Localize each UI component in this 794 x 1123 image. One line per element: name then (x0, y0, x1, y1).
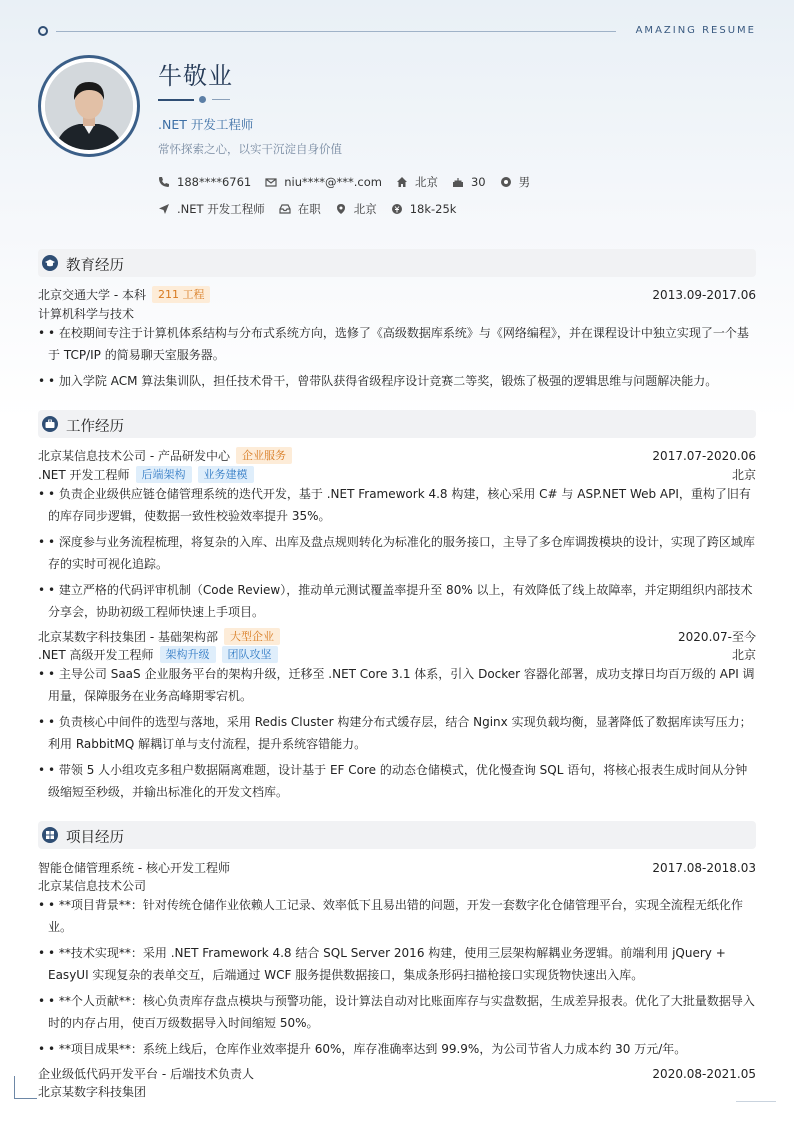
project-name: 智能仓储管理系统 - 核心开发工程师 (38, 861, 230, 875)
name-decoration (158, 96, 238, 104)
skill-tag: 团队攻坚 (222, 646, 278, 663)
intent-role-text: .NET 开发工程师 (177, 202, 265, 216)
footer-line (736, 1101, 776, 1102)
divider (56, 31, 616, 32)
grid-icon (42, 827, 58, 843)
avatar-photo (45, 62, 133, 150)
work-date: 2017.07-2020.06 (652, 448, 756, 463)
project-section-header (38, 821, 756, 849)
home-icon (396, 176, 408, 188)
salary-item (391, 202, 457, 216)
briefcase-icon (42, 416, 58, 432)
brand-label: AMAZING RESUME (635, 25, 756, 36)
skill-tag: 架构升级 (160, 646, 216, 663)
email-item (265, 175, 382, 189)
motto: 常怀探索之心，以实干沉淀自身价值 (158, 142, 342, 156)
salary-icon (391, 203, 403, 215)
send-icon (158, 203, 170, 215)
salary-text: 18k-25k (409, 202, 457, 216)
project-company-row (38, 877, 756, 894)
project-date: 2017.08-2018.03 (652, 860, 756, 875)
job-intent-row (158, 201, 470, 217)
project-company-row (38, 1083, 756, 1100)
company-tag: 大型企业 (224, 628, 280, 645)
intent-role-item (158, 201, 265, 217)
location-icon (335, 203, 347, 215)
gender-icon (500, 176, 512, 188)
gender-item (500, 174, 531, 190)
project-company: 北京某信息技术公司 (38, 879, 147, 893)
top-bar (38, 26, 756, 38)
section-title: 项目经历 (66, 830, 124, 846)
contact-row (158, 174, 544, 190)
gender-text: 男 (518, 175, 531, 189)
company-tag: 企业服务 (236, 447, 292, 464)
education-school-row (38, 286, 756, 303)
mail-icon (265, 176, 277, 188)
phone-item (158, 175, 251, 189)
work-date: 2020.07-至今 (678, 630, 756, 644)
work-section-header (38, 410, 756, 438)
corner-decoration (14, 1076, 37, 1099)
cake-icon (452, 176, 464, 188)
project-company: 北京某数字科技集团 (38, 1085, 147, 1099)
project-date: 2020.08-2021.05 (652, 1066, 756, 1081)
graduation-cap-icon (42, 255, 58, 271)
intent-city-text: 北京 (353, 202, 377, 216)
email-text: niu****@***.com (284, 175, 382, 189)
education-date: 2013.09-2017.06 (652, 287, 756, 302)
education-section-header (38, 249, 756, 277)
work-title-row (38, 646, 756, 663)
status-text: 在职 (297, 202, 321, 216)
skill-tag: 后端架构 (136, 466, 192, 483)
status-item (279, 201, 321, 217)
person-name: 牛敬业 (158, 62, 233, 90)
work-company-row (38, 447, 756, 464)
work-city: 北京 (731, 468, 756, 482)
inbox-icon (279, 203, 291, 215)
school-tag: 211 工程 (152, 286, 211, 303)
skill-tag: 业务建模 (198, 466, 254, 483)
school-name: 北京交通大学 - 本科 (38, 288, 146, 302)
position-title: .NET 开发工程师 (38, 468, 130, 482)
section-title: 工作经历 (66, 419, 124, 435)
project-name: 企业级低代码开发平台 - 后端技术负责人 (38, 1067, 254, 1081)
phone-icon (158, 176, 170, 188)
intent-city-item (335, 201, 377, 217)
major: 计算机科学与技术 (38, 307, 135, 321)
company-name: 北京某信息技术公司 - 产品研发中心 (38, 449, 230, 463)
job-title: .NET 开发工程师 (158, 117, 254, 132)
work-company-row (38, 628, 756, 645)
phone-text: 188****6761 (177, 175, 252, 189)
age-text: 30 (470, 175, 486, 189)
avatar (38, 55, 140, 157)
age-item (452, 175, 486, 189)
home-item (396, 174, 438, 190)
section-title: 教育经历 (66, 258, 124, 274)
work-title-row (38, 466, 756, 483)
ring-icon (38, 26, 48, 36)
project-name-row (38, 859, 756, 876)
home-text: 北京 (414, 175, 438, 189)
education-major-row (38, 305, 756, 322)
position-title: .NET 高级开发工程师 (38, 648, 154, 662)
work-city: 北京 (731, 648, 756, 662)
company-name: 北京某数字科技集团 - 基础架构部 (38, 630, 218, 644)
project-name-row (38, 1065, 756, 1082)
